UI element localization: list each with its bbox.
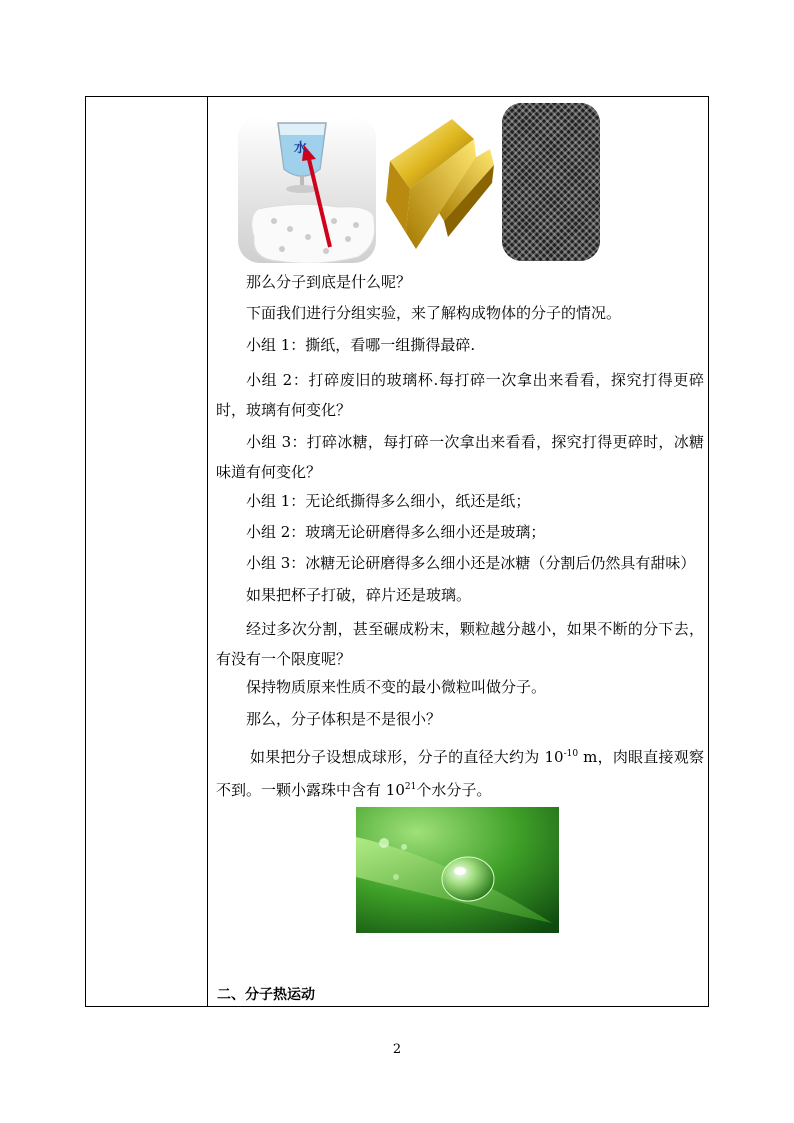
- exponent-1: -10: [563, 749, 579, 759]
- dew-drop-image: [356, 807, 559, 933]
- section-heading: 二、分子热运动: [217, 987, 315, 1003]
- size-text-2: m，肉眼直接观察不到。一颗小露珠中含有 10: [216, 748, 704, 799]
- size-text-1: 如果把分子设想成球形，分子的直径大约为 10: [250, 748, 564, 766]
- molecule-size-paragraph: [216, 739, 704, 805]
- paragraph-3: 小组 1：撕纸，看哪一组撕得最碎.: [246, 336, 476, 354]
- water-label: 水: [294, 141, 308, 156]
- water-glass-image: [238, 117, 376, 263]
- gold-bars-image: [382, 109, 494, 261]
- paragraph-1: 那么分子到底是什么呢？: [246, 273, 412, 291]
- size-text-3: 个水分子。: [416, 781, 492, 799]
- page-number: 2: [392, 1042, 402, 1057]
- paragraph-6: 小组 1：无论纸撕得多么细小，纸还是纸；: [246, 492, 531, 510]
- paragraph-8: 小组 3：冰糖无论研磨得多么细小还是冰糖（分割后仍然具有甜味）: [246, 554, 696, 572]
- paragraph-9: 如果把杯子打破，碎片还是玻璃。: [246, 586, 472, 604]
- paragraph-11: 保持物质原来性质不变的最小微粒叫做分子。: [246, 678, 547, 696]
- exponent-2: 21: [404, 782, 417, 792]
- illustration-row: [238, 103, 718, 261]
- paragraph-12: 那么，分子体积是不是很小？: [246, 710, 442, 728]
- paragraph-5: 小组 3：打碎冰糖，每打碎一次拿出来看看，探究打得更碎时，冰糖味道有何变化？: [216, 433, 704, 481]
- paragraph-2: 下面我们进行分组实验，来了解构成物体的分子的情况。: [246, 304, 622, 322]
- paragraph-4: 小组 2：打碎废旧的玻璃杯.每打碎一次拿出来看看，探究打得更碎时，玻璃有何变化？: [216, 371, 704, 419]
- paragraph-7: 小组 2：玻璃无论研磨得多么细小还是玻璃；: [246, 523, 546, 541]
- left-column-cell: [86, 97, 208, 1006]
- fabric-texture-image: [502, 103, 600, 261]
- paragraph-10: 经过多次分割，甚至碾成粉末，颗粒越分越小，如果不断的分下去，有没有一个限度呢？: [216, 620, 704, 668]
